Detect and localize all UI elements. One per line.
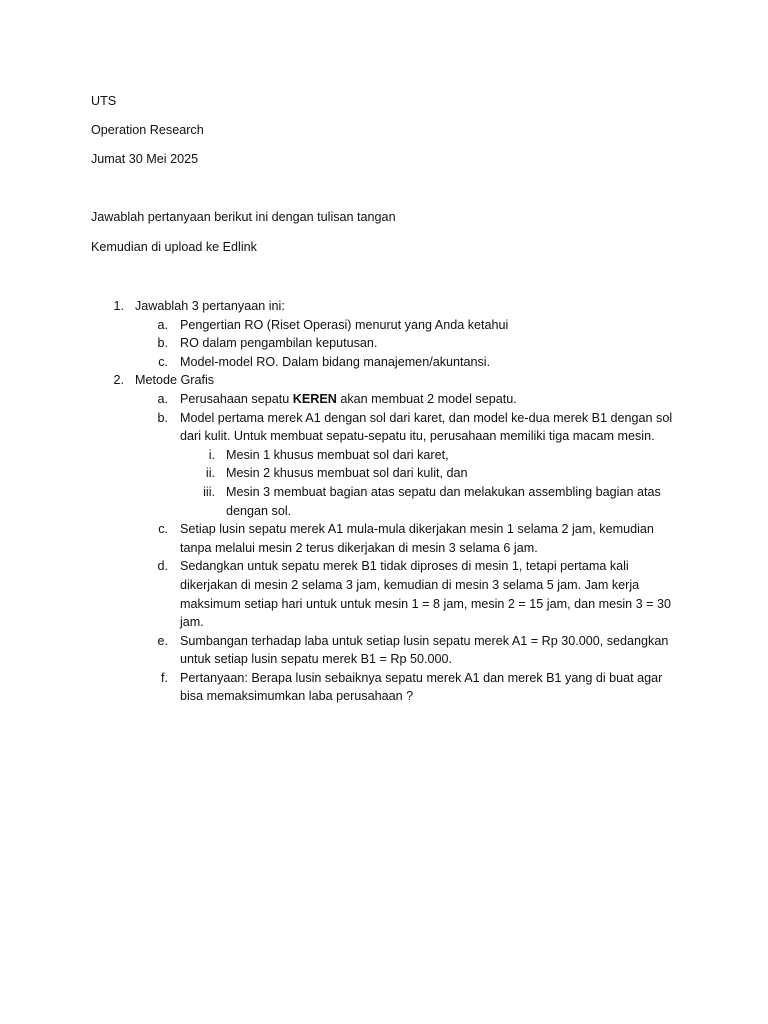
list-item <box>0 632 768 669</box>
item-letter: d. <box>157 559 168 574</box>
list-item <box>0 669 768 706</box>
item-roman: iii. <box>203 484 215 499</box>
item-text: Model-model RO. Dalam bidang manajemen/akuntansi. <box>180 354 491 369</box>
item-text <box>180 390 680 409</box>
item-letter: c. <box>158 354 168 369</box>
item-text: Setiap lusin sepatu merek A1 mula-mula dikerjakan mesin 1 selama 2 jam, kemudian tanpa melalui mesin 2 terus dikerjakan di mesin 3 selama 6 jam. <box>180 522 654 555</box>
item-letter: a. <box>157 391 168 406</box>
item-roman: ii. <box>205 466 215 481</box>
item-text: Mesin 2 khusus membuat sol dari kulit, dan <box>226 466 468 481</box>
question-text: Jawablah 3 pertanyaan ini: <box>135 299 285 313</box>
item-letter: c. <box>158 522 168 537</box>
item-letter: e. <box>157 633 168 648</box>
list-item <box>0 557 768 631</box>
sub-list-item <box>0 446 768 465</box>
item-letter: f. <box>161 670 168 685</box>
course-title: Operation Research <box>91 123 204 137</box>
sub-list-item <box>0 464 768 483</box>
item-text-post: akan membuat 2 model sepatu. <box>336 391 517 406</box>
instruction-line-2: Kemudian di upload ke Edlink <box>91 240 257 254</box>
item-text: Pertanyaan: Berapa lusin sebaiknya sepatu merek A1 dan merek B1 yang di buat agar bisa memaksimumkan laba perusahaan ? <box>180 670 663 704</box>
list-item <box>0 409 768 446</box>
item-text: Pengertian RO (Riset Operasi) menurut yang Anda ketahui <box>180 317 509 332</box>
question-1 <box>0 297 768 316</box>
instruction-line-1: Jawablah pertanyaan berikut ini dengan tulisan tangan <box>91 210 396 224</box>
item-text: Mesin 1 khusus membuat sol dari karet, <box>226 447 449 462</box>
item-text: RO dalam pengambilan keputusan. <box>180 336 378 351</box>
item-letter: a. <box>157 317 168 332</box>
question-list <box>0 297 768 706</box>
sub-list-item <box>0 483 768 520</box>
list-item <box>0 353 768 372</box>
question-text: Metode Grafis <box>135 373 215 388</box>
item-text: Sumbangan terhadap laba untuk setiap lusin sepatu merek A1 = Rp 30.000, sedangkan untuk setiap lusin sepatu merek B1 = Rp 50.000. <box>180 633 669 667</box>
exam-type: UTS <box>91 94 117 108</box>
list-item <box>0 390 768 409</box>
list-item <box>0 316 768 335</box>
item-text: Sedangkan untuk sepatu merek B1 tidak diproses di mesin 1, tetapi pertama kali dikerjakan di mesin 2 selama 3 jam, kemudian di mesin 3 selama 5 jam. Jam kerja maksimum setiap hari untuk untuk mesin 1 = 8 jam, mesin 2 = 15 jam, dan mesin 3 = 30 jam. <box>180 559 672 630</box>
list-item <box>0 334 768 353</box>
item-text: Model pertama merek A1 dengan sol dari karet, dan model ke-dua merek B1 dengan sol dari kulit. Untuk membuat sepatu-sepatu itu, perusahaan memiliki tiga macam mesin. <box>180 410 673 444</box>
item-roman: i. <box>208 447 215 462</box>
question-2 <box>0 371 768 390</box>
list-item <box>0 520 768 557</box>
company-name: KEREN <box>292 391 337 406</box>
item-letter: b. <box>157 410 168 425</box>
item-letter: b. <box>157 336 168 351</box>
exam-date: Jumat 30 Mei 2025 <box>91 152 199 166</box>
item-text: Mesin 3 membuat bagian atas sepatu dan melakukan assembling bagian atas dengan sol. <box>226 484 661 518</box>
question-number: 1. <box>113 299 124 313</box>
question-number: 2. <box>113 373 124 388</box>
item-text-pre: Perusahaan sepatu <box>180 391 293 406</box>
